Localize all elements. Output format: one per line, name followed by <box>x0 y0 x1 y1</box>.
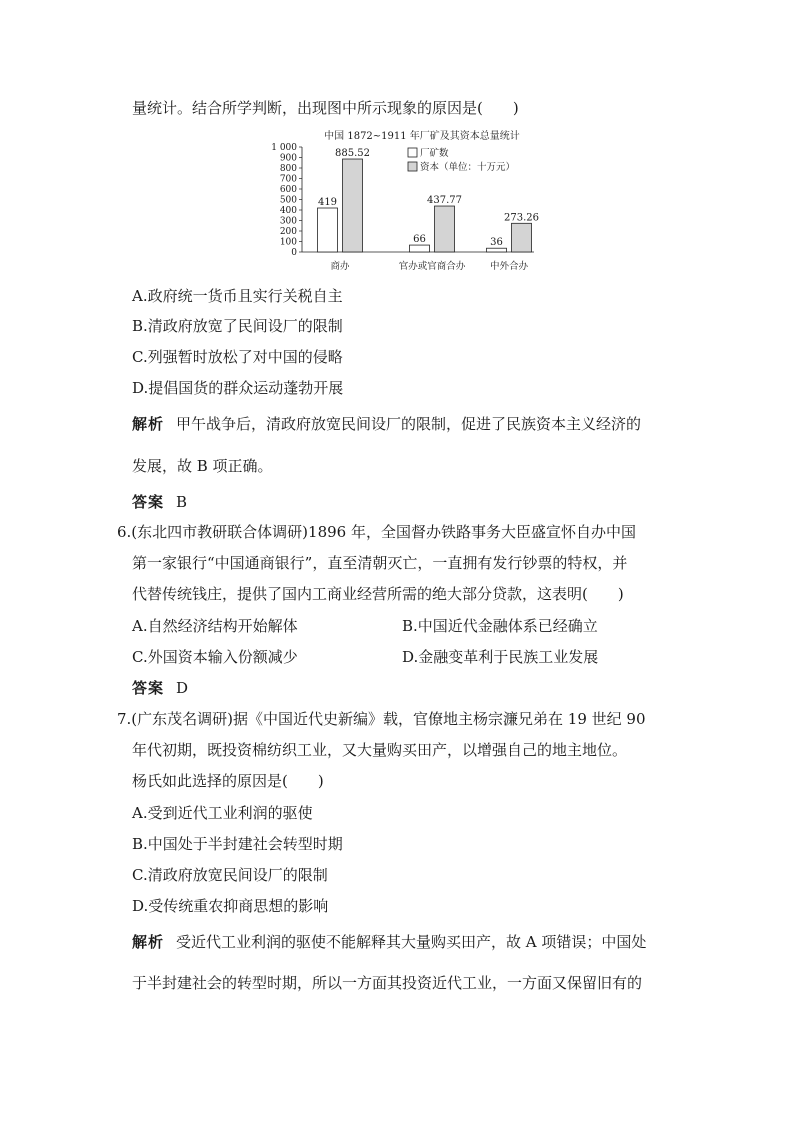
question-6-stem-line-2: 第一家银行“中国通商银行”，直至清朝灭亡，一直拥有发行钞票的特权，并 <box>132 554 628 572</box>
y-tick-label: 400 <box>279 206 297 216</box>
analysis-label: 解析 <box>132 933 165 951</box>
q5-option-b: B.清政府放宽了民间设厂的限制 <box>132 317 343 335</box>
y-tick-label: 200 <box>279 227 297 237</box>
q7-analysis-line-1 <box>132 932 646 952</box>
analysis-text: 甲午战争后，清政府放宽民间设厂的限制，促进了民族资本主义经济的 <box>176 415 642 433</box>
q6-option-a: A.自然经济结构开始解体 <box>132 617 298 635</box>
bar-value-label: 419 <box>317 197 338 209</box>
question-7-stem-line-3: 杨氏如此选择的原因是( ) <box>132 772 324 790</box>
y-tick-label: 1 000 <box>271 143 297 153</box>
q7-option-a: A.受到近代工业利润的驱使 <box>132 804 313 822</box>
q5-answer <box>132 492 187 512</box>
y-tick-label: 300 <box>279 216 297 227</box>
question-6-source: 6.(东北四市教研联合体调研) <box>117 523 309 541</box>
bar <box>487 248 507 252</box>
answer-label: 答案 <box>132 679 165 697</box>
question-7-stem-line-1 <box>117 709 646 729</box>
q5-analysis-line-1 <box>132 414 641 434</box>
q6-option-d: D.金融变革利于民族工业发展 <box>402 648 599 666</box>
q5-analysis-line-2: 发展，故 B 项正确。 <box>132 457 273 475</box>
chart-title: 中国 1872~1911 年厂矿及其资本总量统计 <box>324 131 520 142</box>
legend-swatch <box>408 148 417 157</box>
analysis-label: 解析 <box>132 415 165 433</box>
bar-chart <box>262 128 562 278</box>
q7-analysis-line-2: 于半封建社会的转型时期，所以一方面其投资近代工业，一方面又保留旧有的 <box>132 974 643 992</box>
bar <box>435 206 455 252</box>
answer-value: D <box>176 679 189 697</box>
q5-option-c: C.列强暂时放松了对中国的侵略 <box>132 348 343 366</box>
q6-answer <box>132 678 188 698</box>
y-tick-label: 600 <box>279 185 297 195</box>
legend-swatch <box>408 162 417 171</box>
category-label: 中外合办 <box>489 261 529 272</box>
y-tick-label: 900 <box>279 153 297 164</box>
bar-value-label: 273.26 <box>504 212 539 224</box>
category-label: 商办 <box>330 261 350 272</box>
question-5-stem: 量统计。结合所学判断，出现图中所示现象的原因是( ) <box>132 99 519 117</box>
q7-option-b: B.中国处于半封建社会转型时期 <box>132 835 343 853</box>
bar-value-label: 36 <box>490 237 503 249</box>
question-6-stem-line-1 <box>117 522 636 542</box>
q6-option-c: C.外国资本输入份额减少 <box>132 648 298 666</box>
y-tick-label: 800 <box>279 164 297 174</box>
q7-option-d: D.受传统重农抑商思想的影响 <box>132 897 329 915</box>
bar-value-label: 437.77 <box>427 195 462 207</box>
bar <box>512 223 532 252</box>
bar <box>410 245 430 252</box>
question-7-source: 7.(广东茂名调研) <box>117 710 234 728</box>
question-7-stem-text: 据《中国近代史新编》载，官僚地主杨宗濂兄弟在 19 世纪 90 <box>233 710 646 728</box>
question-7-stem-line-2: 年代初期，既投资棉纺织工业，又大量购买田产，以增强自己的地主地位。 <box>132 741 628 759</box>
y-tick-label: 100 <box>279 237 297 248</box>
question-6-stem-text: 1896 年，全国督办铁路事务大臣盛宣怀自办中国 <box>308 523 636 541</box>
category-label: 官办或官商合办 <box>398 261 466 272</box>
legend-label: 厂矿数 <box>420 148 449 159</box>
q5-option-a: A.政府统一货币且实行关税自主 <box>132 287 343 305</box>
q5-option-d: D.提倡国货的群众运动蓬勃开展 <box>132 379 344 397</box>
bar <box>343 159 363 252</box>
bar <box>318 208 338 252</box>
answer-value: B <box>176 493 188 511</box>
answer-label: 答案 <box>132 493 165 511</box>
y-tick-label: 0 <box>291 248 297 258</box>
y-tick-label: 500 <box>279 195 297 206</box>
bar-value-label: 885.52 <box>335 148 370 160</box>
question-6-stem-line-3: 代替传统钱庄，提供了国内工商业经营所需的绝大部分贷款，这表明( ) <box>132 585 624 603</box>
q7-option-c: C.清政府放宽民间设厂的限制 <box>132 866 328 884</box>
analysis-text: 受近代工业利润的驱使不能解释其大量购买田产，故 A 项错误；中国处 <box>176 933 647 951</box>
legend-label: 资本（单位：十万元） <box>420 162 516 173</box>
y-tick-label: 700 <box>279 174 297 185</box>
bar-value-label: 66 <box>413 234 426 246</box>
q6-option-b: B.中国近代金融体系已经确立 <box>402 617 598 635</box>
